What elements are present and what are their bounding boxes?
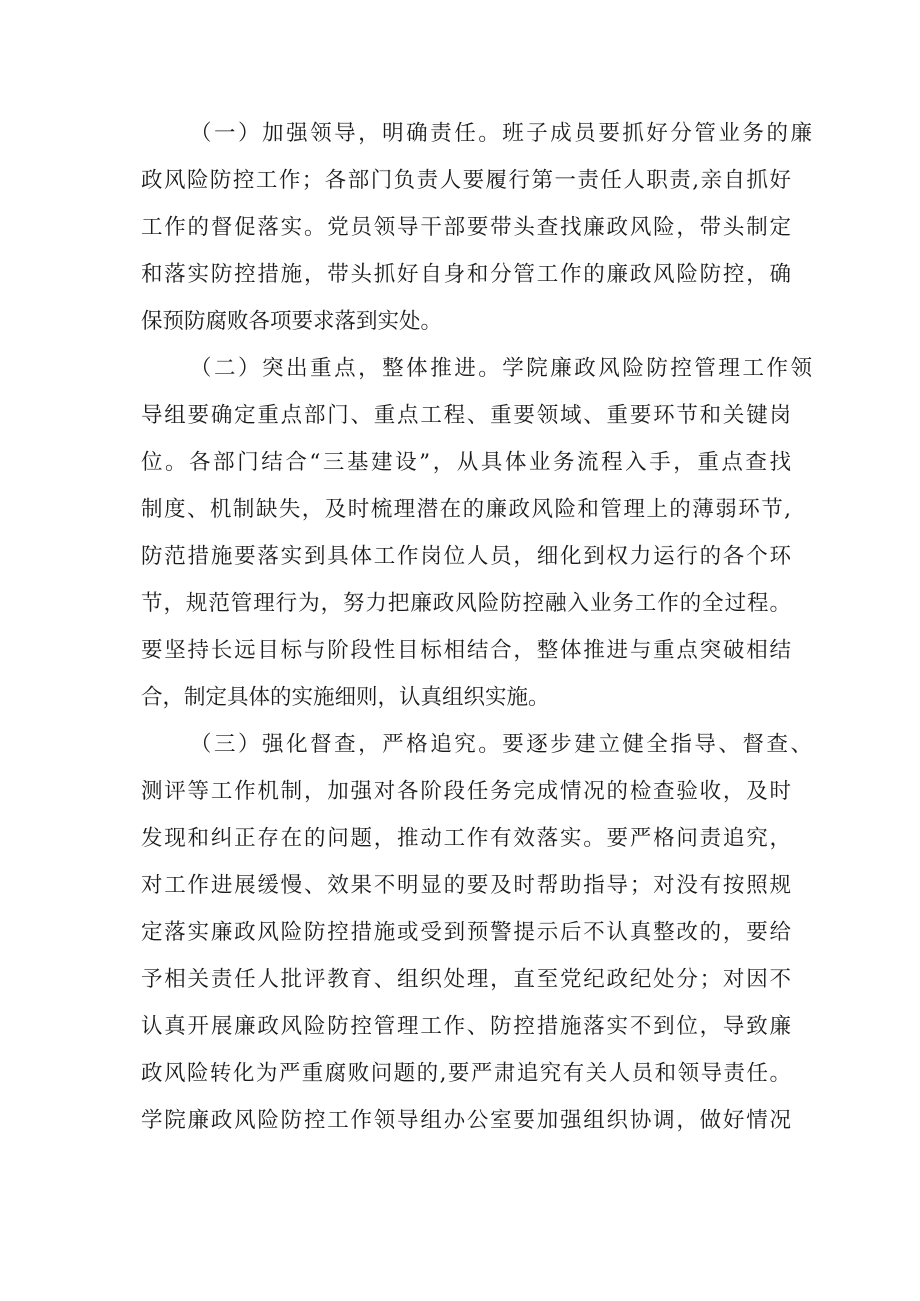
paragraph-3-line-2: 测评等工作机制，加强对各阶段任务完成情况的检查验收，及时 <box>141 779 791 804</box>
paragraph-3-line-7: 认真开展廉政风险防控管理工作、防控措施落实不到位，导致廉 <box>141 1014 791 1039</box>
paragraph-1-line-3: 工作的督促落实。党员领导干部要带头查找廉政风险，带头制定 <box>141 215 791 240</box>
paragraph-1-line-2: 政风险防控工作；各部门负责人要履行第一责任人职责,亲自抓好 <box>141 168 791 193</box>
paragraph-3-line-3: 发现和纠正存在的问题，推动工作有效落实。要严格问责追究， <box>141 826 791 851</box>
paragraph-3-line-5: 定落实廉政风险防控措施或受到预警提示后不认真整改的，要给 <box>141 920 791 945</box>
paragraph-3-line-6: 予相关责任人批评教育、组织处理，直至党纪政纪处分；对因不 <box>141 967 791 992</box>
paragraph-2-line-3: 位。各部门结合“三基建设”，从具体业务流程入手，重点查找 <box>141 450 791 475</box>
paragraph-2-line-2: 导组要确定重点部门、重点工程、重要领域、重要环节和关键岗 <box>141 403 791 428</box>
paragraph-3-line-4: 对工作进展缓慢、效果不明显的要及时帮助指导；对没有按照规 <box>141 873 791 898</box>
paragraph-2-line-8: 合，制定具体的实施细则，认真组织实施。 <box>141 685 550 710</box>
paragraph-2-line-4: 制度、机制缺失，及时梳理潜在的廉政风险和管理上的薄弱环节, <box>141 497 791 522</box>
paragraph-3-line-8: 政风险转化为严重腐败问题的,要严肃追究有关人员和领导责任。 <box>141 1061 791 1086</box>
paragraph-2-line-6: 节，规范管理行为，努力把廉政风险防控融入业务工作的全过程。 <box>141 591 791 616</box>
paragraph-2-line-1: （二）突出重点，整体推进。学院廉政风险防控管理工作领 <box>190 356 812 381</box>
paragraph-1-line-1: （一）加强领导，明确责任。班子成员要抓好分管业务的廉 <box>190 121 812 146</box>
paragraph-3-line-9: 学院廉政风险防控工作领导组办公室要加强组织协调，做好情况 <box>141 1108 791 1133</box>
paragraph-1-line-5: 保预防腐败各项要求落到实处。 <box>141 309 443 334</box>
paragraph-3-line-1: （三）强化督查，严格追究。要逐步建立健全指导、督查、 <box>190 732 812 757</box>
paragraph-1-line-4: 和落实防控措施，带头抓好自身和分管工作的廉政风险防控，确 <box>141 262 791 287</box>
paragraph-2-line-7: 要坚持长远目标与阶段性目标相结合，整体推进与重点突破相结 <box>141 638 791 663</box>
paragraph-2-line-5: 防范措施要落实到具体工作岗位人员，细化到权力运行的各个环 <box>141 544 791 569</box>
